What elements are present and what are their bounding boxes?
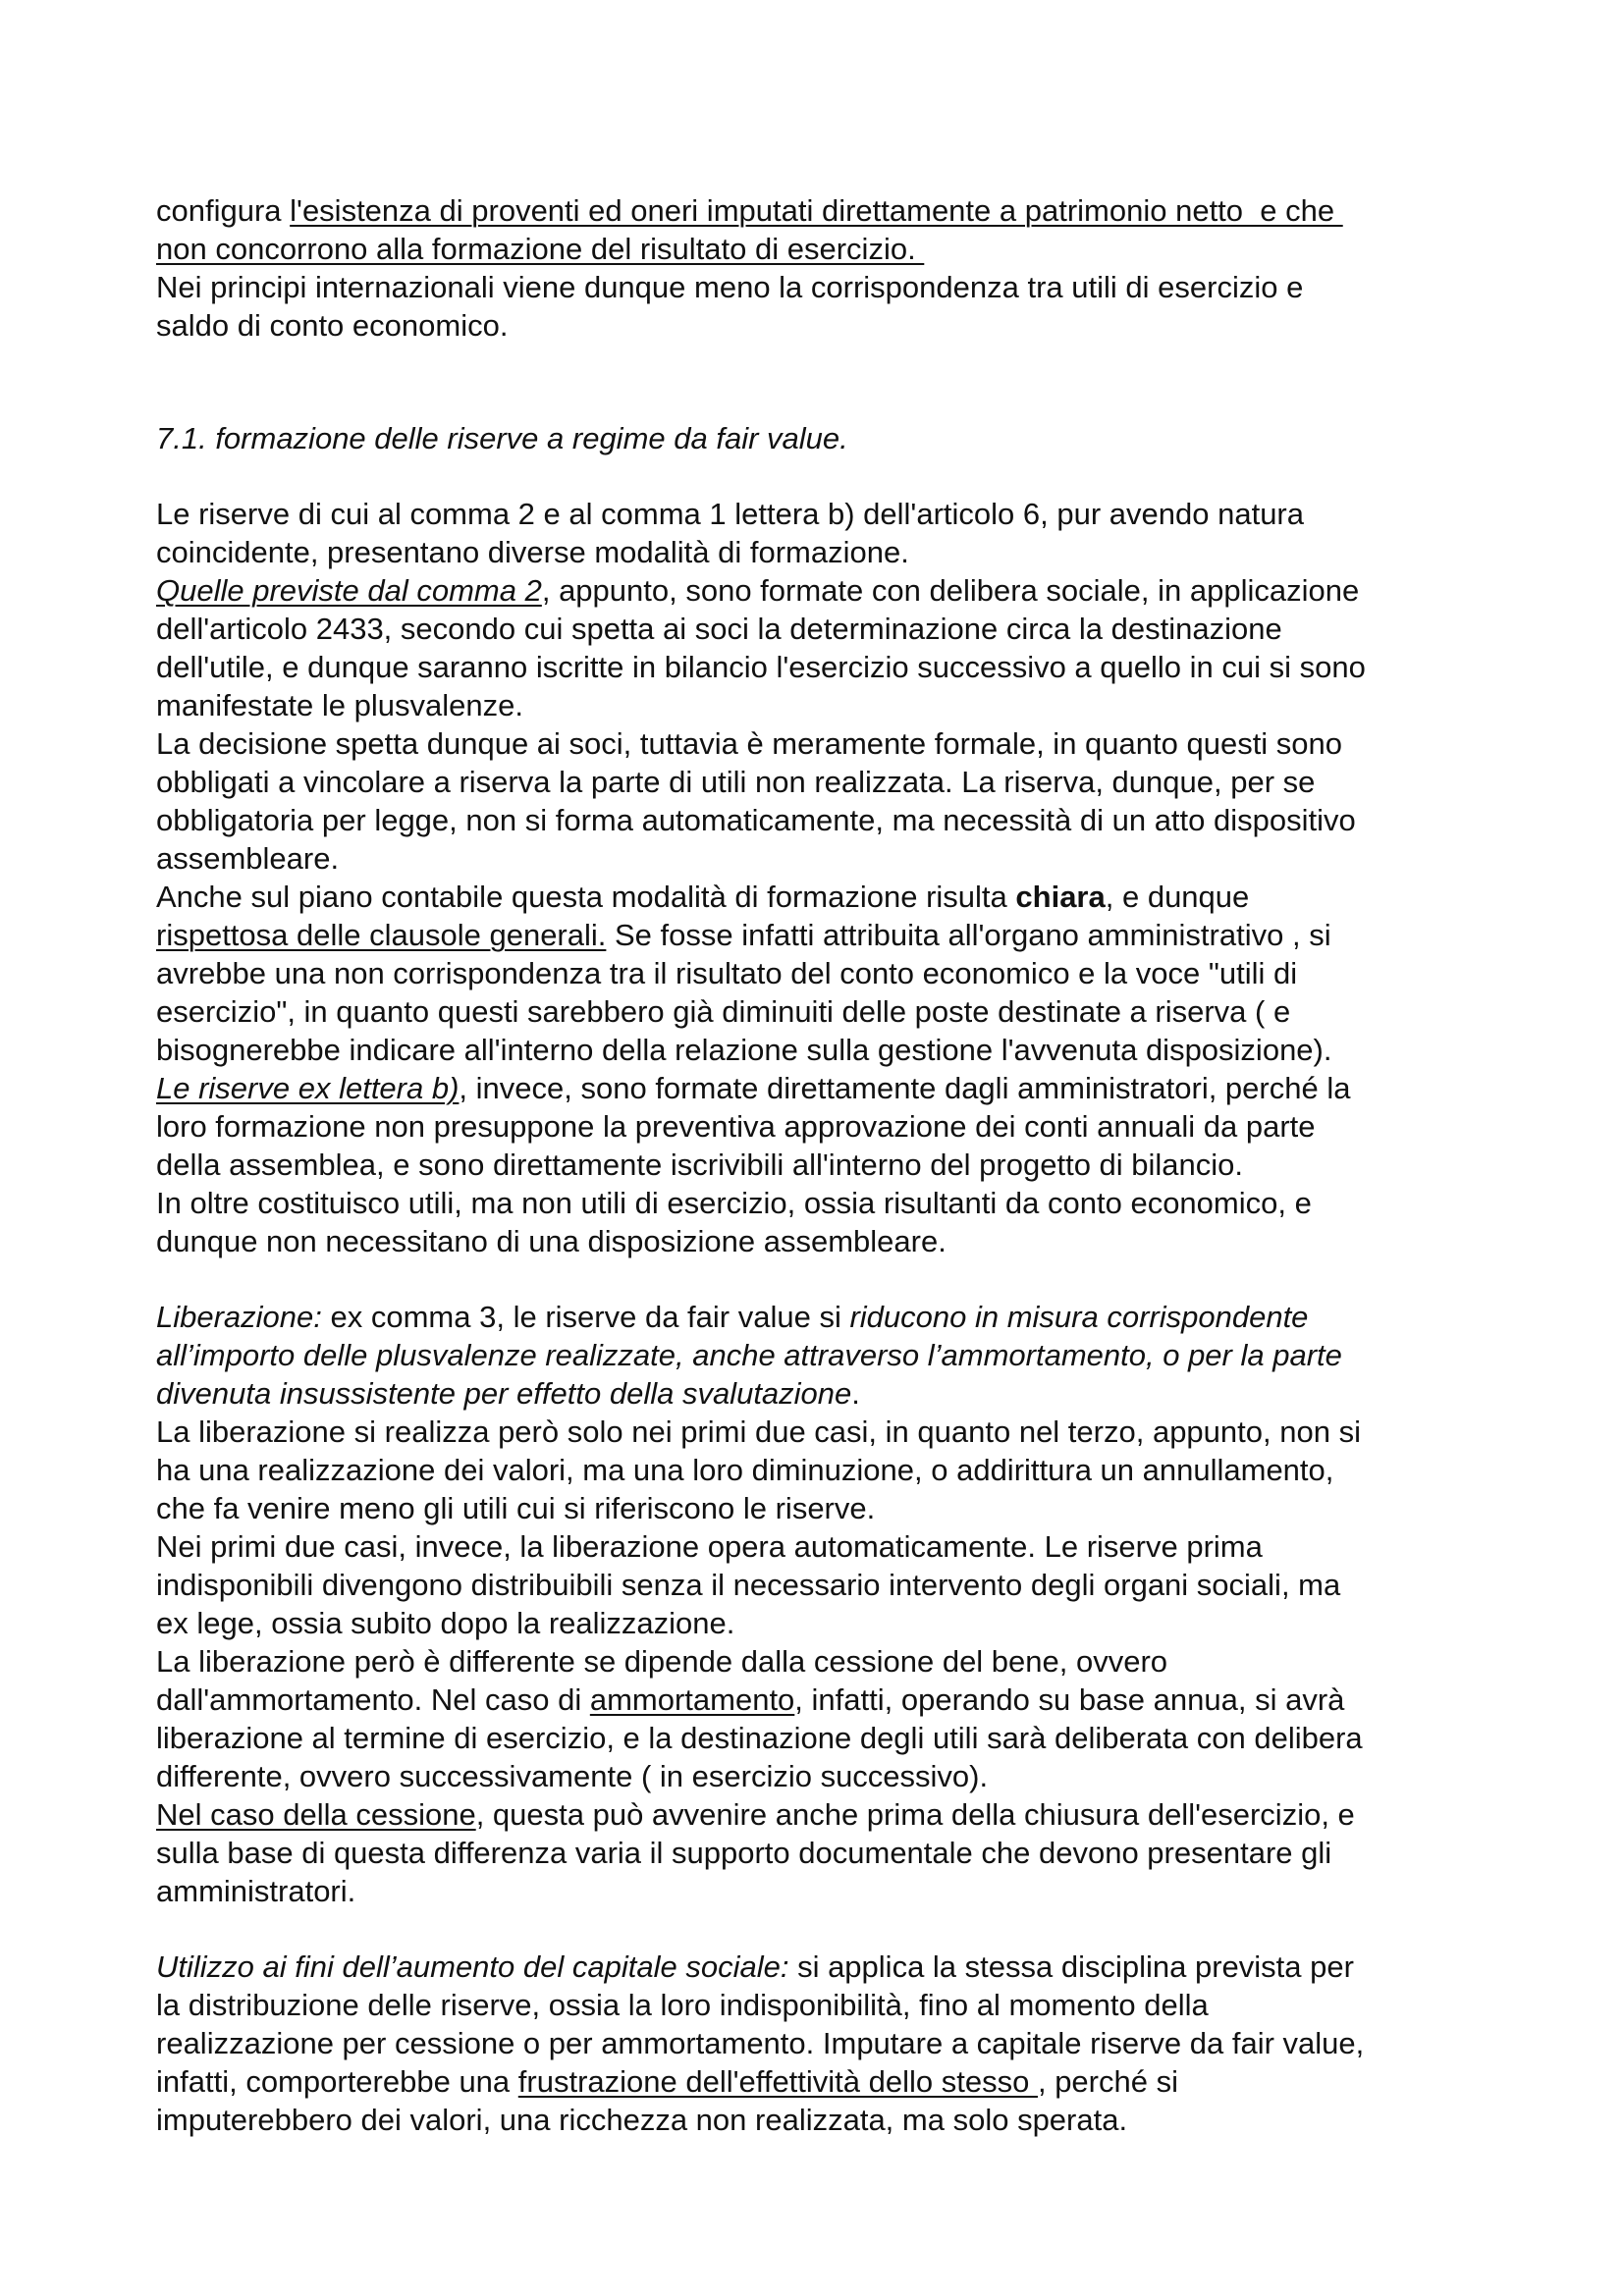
text-line: loro formazione non presuppone la preventiva approvazione dei conti annuali da parte <box>156 1109 1316 1144</box>
text-line: amministratori. <box>156 1874 356 1908</box>
text-line: dall'ammortamento. Nel caso di ammortamento, infatti, operando su base annua, si avrà <box>156 1682 1345 1717</box>
text-line: La decisione spetta dunque ai soci, tuttavia è meramente formale, in quanto questi sono <box>156 726 1343 761</box>
text-line: ha una realizzazione dei valori, ma una loro diminuzione, o addirittura un annullamento, <box>156 1453 1334 1487</box>
text-line: la distribuzione delle riserve, ossia la loro indisponibilità, fino al momento della <box>156 1988 1209 2022</box>
text-line: Le riserve ex lettera b), invece, sono formate direttamente dagli amministratori, perché la <box>156 1071 1351 1105</box>
text-line: Nei primi due casi, invece, la liberazione opera automaticamente. Le riserve prima <box>156 1529 1263 1564</box>
text-line: Utilizzo ai fini dell’aumento del capitale sociale: si applica la stessa disciplina prevista per <box>156 1949 1354 1984</box>
text-line: Le riserve di cui al comma 2 e al comma 1 lettera b) dell'articolo 6, pur avendo natura <box>156 497 1304 531</box>
text-line: realizzazione per cessione o per ammortamento. Imputare a capitale riserve da fair value, <box>156 2026 1365 2060</box>
text-line: configura l'esistenza di proventi ed oneri imputati direttamente a patrimonio netto e che <box>156 193 1343 228</box>
text-line: sulla base di questa differenza varia il supporto documentale che devono presentare gli <box>156 1836 1332 1870</box>
section-heading: 7.1. formazione delle riserve a regime da fair value. <box>156 421 848 455</box>
text-line: assembleare. <box>156 841 340 876</box>
text-line: dunque non necessitano di una disposizione assembleare. <box>156 1224 947 1258</box>
text-line: Anche sul piano contabile questa modalità di formazione risulta chiara, e dunque <box>156 880 1250 914</box>
text-line: imputerebbero dei valori, una ricchezza non realizzata, ma solo sperata. <box>156 2103 1128 2137</box>
text-line: che fa venire meno gli utili cui si riferiscono le riserve. <box>156 1491 876 1525</box>
text-line: La liberazione si realizza però solo nei primi due casi, in quanto nel terzo, appunto, non si <box>156 1415 1361 1449</box>
text-line: avrebbe una non corrispondenza tra il risultato del conto economico e la voce "utili di <box>156 956 1298 990</box>
text-line: saldo di conto economico. <box>156 308 509 343</box>
text-line: obbligati a vincolare a riserva la parte di utili non realizzata. La riserva, dunque, per se <box>156 765 1316 799</box>
text-line: coincidente, presentano diverse modalità di formazione. <box>156 535 909 569</box>
text-line: bisognerebbe indicare all'interno della relazione sulla gestione l'avvenuta disposizione). <box>156 1033 1332 1067</box>
text-line: infatti, comporterebbe una frustrazione dell'effettività dello stesso , perché si <box>156 2064 1178 2099</box>
text-line: della assemblea, e sono direttamente iscrivibili all'interno del progetto di bilancio. <box>156 1148 1244 1182</box>
text-line: Nel caso della cessione, questa può avvenire anche prima della chiusura dell'esercizio, e <box>156 1797 1355 1832</box>
text-line: differente, ovvero successivamente ( in esercizio successivo). <box>156 1759 989 1793</box>
text-line: dell'articolo 2433, secondo cui spetta ai soci la determinazione circa la destinazione <box>156 612 1282 646</box>
text-line: esercizio", in quanto questi sarebbero già diminuiti delle poste destinate a riserva ( e <box>156 994 1291 1029</box>
text-line: liberazione al termine di esercizio, e la destinazione degli utili sarà deliberata con delibera <box>156 1721 1363 1755</box>
text-line: dell'utile, e dunque saranno iscritte in bilancio l'esercizio successivo a quello in cui si sono <box>156 650 1366 684</box>
text-line: In oltre costituisco utili, ma non utili di esercizio, ossia risultanti da conto economico, e <box>156 1186 1312 1220</box>
text-line: obbligatoria per legge, non si forma automaticamente, ma necessità di un atto dispositivo <box>156 803 1356 837</box>
text-line: manifestate le plusvalenze. <box>156 688 523 722</box>
text-line: La liberazione però è differente se dipende dalla cessione del bene, ovvero <box>156 1644 1168 1679</box>
text-line: all’importo delle plusvalenze realizzate, anche attraverso l’ammortamento, o per la parte <box>156 1338 1342 1372</box>
text-line: indisponibili divengono distribuibili senza il necessario intervento degli organi sociali, ma <box>156 1568 1341 1602</box>
text-line: rispettosa delle clausole generali. Se fosse infatti attribuita all'organo amministrativo , si <box>156 918 1331 952</box>
text-line: Liberazione: ex comma 3, le riserve da fair value si riducono in misura corrispondente <box>156 1300 1309 1334</box>
text-line: Quelle previste dal comma 2, appunto, sono formate con delibera sociale, in applicazione <box>156 573 1360 608</box>
text-line: Nei principi internazionali viene dunque meno la corrispondenza tra utili di esercizio e <box>156 270 1304 304</box>
text-line: ex lege, ossia subito dopo la realizzazione. <box>156 1606 735 1640</box>
text-line: non concorrono alla formazione del risultato di esercizio. <box>156 232 925 266</box>
text-line: divenuta insussistente per effetto della svalutazione. <box>156 1376 860 1411</box>
